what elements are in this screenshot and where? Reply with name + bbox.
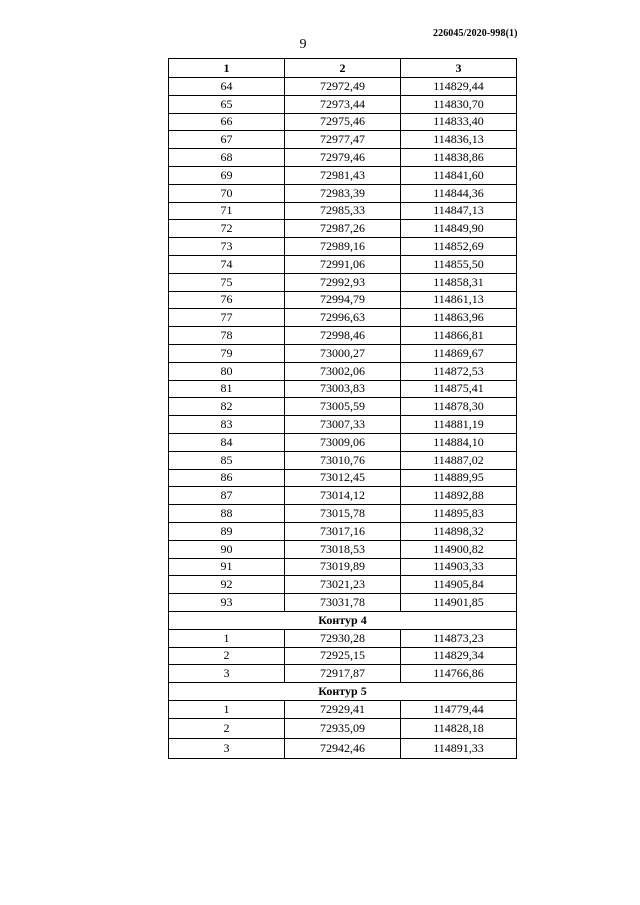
y-coordinate-cell: 114887,02 [401,451,517,469]
y-coordinate-cell: 114829,34 [401,647,517,665]
table-row [169,202,517,220]
x-coordinate-cell: 73002,06 [285,362,401,380]
point-number-cell: 68 [169,149,285,167]
point-number-cell: 2 [169,647,285,665]
point-number-cell: 91 [169,558,285,576]
y-coordinate-cell: 114766,86 [401,665,517,683]
y-coordinate-cell: 114898,32 [401,522,517,540]
y-coordinate-cell: 114841,60 [401,166,517,184]
table-row [169,166,517,184]
section-header-row [169,611,517,629]
point-number-cell: 70 [169,184,285,202]
y-coordinate-cell: 114828,18 [401,718,517,738]
table-row [169,273,517,291]
table-row [169,576,517,594]
point-number-cell: 74 [169,255,285,273]
point-number-cell: 88 [169,505,285,523]
table-row [169,95,517,113]
x-coordinate-cell: 73018,53 [285,540,401,558]
x-coordinate-cell: 72985,33 [285,202,401,220]
table-row [169,558,517,576]
x-coordinate-cell: 72979,46 [285,149,401,167]
y-coordinate-cell: 114891,33 [401,738,517,758]
point-number-cell: 69 [169,166,285,184]
table-row [169,78,517,96]
x-coordinate-cell: 72987,26 [285,220,401,238]
table-row [169,416,517,434]
table-row [169,700,517,718]
table-row [169,113,517,131]
table-header-row [169,59,517,78]
y-coordinate-cell: 114855,50 [401,255,517,273]
x-coordinate-cell: 72917,87 [285,665,401,683]
x-coordinate-cell: 72998,46 [285,327,401,345]
section-title: Контур 4 [169,611,517,629]
y-coordinate-cell: 114779,44 [401,700,517,718]
y-coordinate-cell: 114833,40 [401,113,517,131]
table-row [169,540,517,558]
x-coordinate-cell: 73000,27 [285,344,401,362]
point-number-cell: 78 [169,327,285,345]
y-coordinate-cell: 114889,95 [401,469,517,487]
x-coordinate-cell: 73003,83 [285,380,401,398]
y-coordinate-cell: 114847,13 [401,202,517,220]
x-coordinate-cell: 73007,33 [285,416,401,434]
table-row [169,433,517,451]
y-coordinate-cell: 114881,19 [401,416,517,434]
point-number-cell: 79 [169,344,285,362]
x-coordinate-cell: 72929,41 [285,700,401,718]
table-row [169,505,517,523]
y-coordinate-cell: 114836,13 [401,131,517,149]
x-coordinate-cell: 73009,06 [285,433,401,451]
point-number-cell: 77 [169,309,285,327]
x-coordinate-cell: 72977,47 [285,131,401,149]
section-title: Контур 5 [169,683,517,701]
column-header: 3 [401,59,517,78]
point-number-cell: 73 [169,238,285,256]
point-number-cell: 80 [169,362,285,380]
table-row [169,451,517,469]
point-number-cell: 89 [169,522,285,540]
y-coordinate-cell: 114829,44 [401,78,517,96]
point-number-cell: 86 [169,469,285,487]
table-row [169,291,517,309]
table-row [169,149,517,167]
point-number-cell: 90 [169,540,285,558]
table-row [169,398,517,416]
x-coordinate-cell: 72973,44 [285,95,401,113]
table-row [169,309,517,327]
y-coordinate-cell: 114903,33 [401,558,517,576]
table-row [169,362,517,380]
x-coordinate-cell: 72983,39 [285,184,401,202]
y-coordinate-cell: 114900,82 [401,540,517,558]
table-row [169,522,517,540]
x-coordinate-cell: 73017,16 [285,522,401,540]
x-coordinate-cell: 73012,45 [285,469,401,487]
y-coordinate-cell: 114895,83 [401,505,517,523]
y-coordinate-cell: 114892,88 [401,487,517,505]
point-number-cell: 85 [169,451,285,469]
table-row [169,487,517,505]
x-coordinate-cell: 72975,46 [285,113,401,131]
table-row [169,594,517,612]
y-coordinate-cell: 114905,84 [401,576,517,594]
point-number-cell: 81 [169,380,285,398]
point-number-cell: 75 [169,273,285,291]
x-coordinate-cell: 72992,93 [285,273,401,291]
table-row [169,255,517,273]
point-number-cell: 87 [169,487,285,505]
x-coordinate-cell: 73005,59 [285,398,401,416]
y-coordinate-cell: 114858,31 [401,273,517,291]
point-number-cell: 2 [169,718,285,738]
table-row [169,647,517,665]
table-row [169,469,517,487]
column-header: 1 [169,59,285,78]
point-number-cell: 64 [169,78,285,96]
y-coordinate-cell: 114873,23 [401,629,517,647]
point-number-cell: 71 [169,202,285,220]
point-number-cell: 3 [169,665,285,683]
y-coordinate-cell: 114861,13 [401,291,517,309]
x-coordinate-cell: 72972,49 [285,78,401,96]
y-coordinate-cell: 114852,69 [401,238,517,256]
table-row [169,718,517,738]
point-number-cell: 1 [169,629,285,647]
table-row [169,629,517,647]
x-coordinate-cell: 73015,78 [285,505,401,523]
table-row [169,344,517,362]
column-header: 2 [285,59,401,78]
x-coordinate-cell: 72991,06 [285,255,401,273]
y-coordinate-cell: 114878,30 [401,398,517,416]
y-coordinate-cell: 114849,90 [401,220,517,238]
table-row [169,327,517,345]
x-coordinate-cell: 73010,76 [285,451,401,469]
table-row [169,131,517,149]
point-number-cell: 84 [169,433,285,451]
x-coordinate-cell: 72935,09 [285,718,401,738]
point-number-cell: 3 [169,738,285,758]
page-number: 9 [299,37,307,52]
table-row [169,238,517,256]
x-coordinate-cell: 72925,15 [285,647,401,665]
table-body [169,78,517,759]
y-coordinate-cell: 114884,10 [401,433,517,451]
section-header-row [169,683,517,701]
x-coordinate-cell: 72996,63 [285,309,401,327]
y-coordinate-cell: 114875,41 [401,380,517,398]
point-number-cell: 67 [169,131,285,149]
y-coordinate-cell: 114872,53 [401,362,517,380]
point-number-cell: 92 [169,576,285,594]
x-coordinate-cell: 72942,46 [285,738,401,758]
x-coordinate-cell: 72994,79 [285,291,401,309]
table-row [169,184,517,202]
point-number-cell: 76 [169,291,285,309]
table-row [169,738,517,758]
y-coordinate-cell: 114838,86 [401,149,517,167]
point-number-cell: 66 [169,113,285,131]
coordinates-table [168,58,517,759]
x-coordinate-cell: 72989,16 [285,238,401,256]
table-row [169,380,517,398]
point-number-cell: 93 [169,594,285,612]
document-code: 226045/2020-998(1) [433,28,518,39]
x-coordinate-cell: 73014,12 [285,487,401,505]
y-coordinate-cell: 114844,36 [401,184,517,202]
y-coordinate-cell: 114901,85 [401,594,517,612]
point-number-cell: 83 [169,416,285,434]
x-coordinate-cell: 72981,43 [285,166,401,184]
y-coordinate-cell: 114863,96 [401,309,517,327]
point-number-cell: 72 [169,220,285,238]
x-coordinate-cell: 72930,28 [285,629,401,647]
y-coordinate-cell: 114869,67 [401,344,517,362]
table-row [169,220,517,238]
point-number-cell: 82 [169,398,285,416]
x-coordinate-cell: 73019,89 [285,558,401,576]
table-row [169,665,517,683]
x-coordinate-cell: 73021,23 [285,576,401,594]
point-number-cell: 65 [169,95,285,113]
y-coordinate-cell: 114866,81 [401,327,517,345]
y-coordinate-cell: 114830,70 [401,95,517,113]
point-number-cell: 1 [169,700,285,718]
x-coordinate-cell: 73031,78 [285,594,401,612]
